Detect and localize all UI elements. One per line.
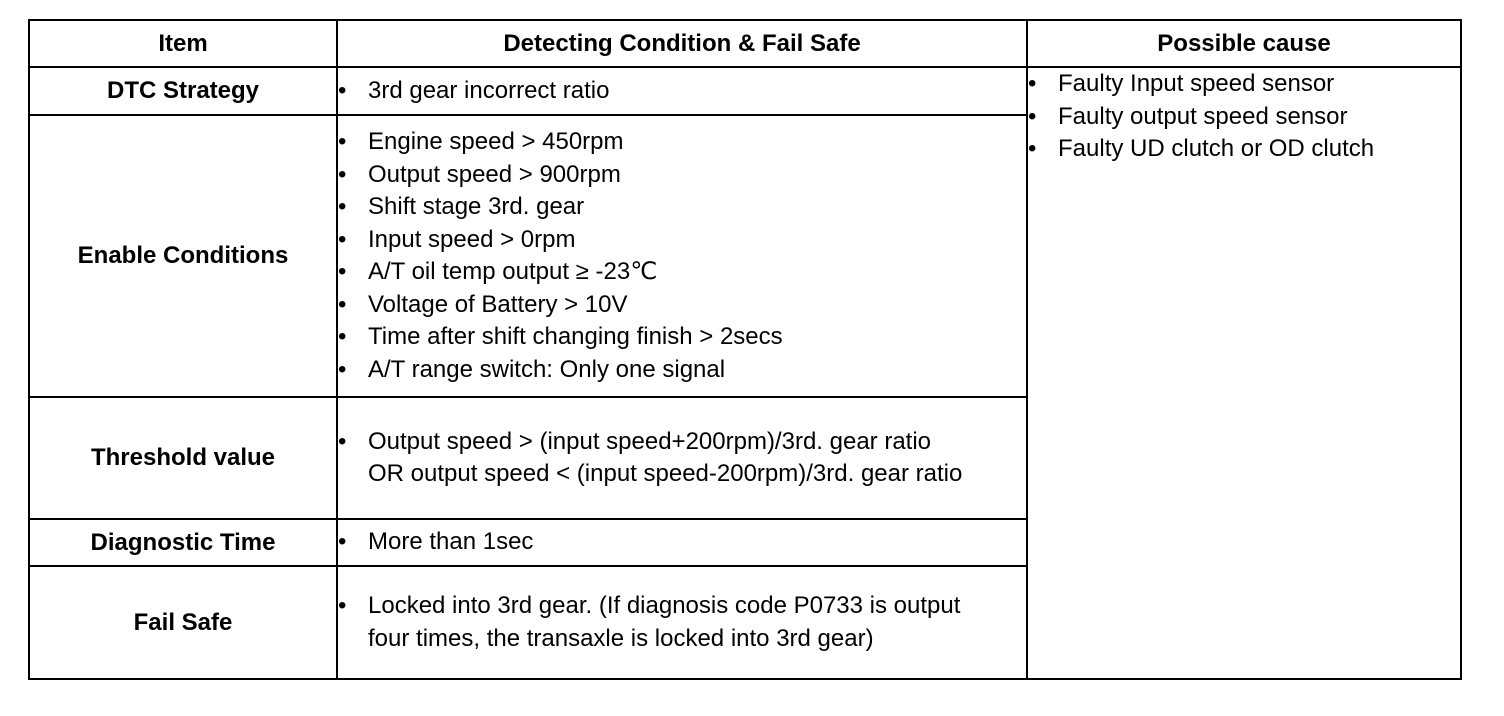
cause-item: • Faulty output speed sensor: [1028, 101, 1460, 134]
diagnostic-time-conditions: [337, 519, 1027, 566]
list-item: • Engine speed > 450rpm: [338, 126, 1026, 159]
threshold-conditions: [337, 397, 1027, 519]
strategy-conditions: [337, 67, 1027, 115]
list-item: • A/T oil temp output ≥ -23℃: [338, 256, 1026, 289]
header-item: Item: [29, 20, 337, 67]
list-item: • Locked into 3rd gear. (If diagnosis code P0733 is output four times, the transaxle is locked into 3rd gear): [338, 590, 966, 655]
list-item: • Shift stage 3rd. gear: [338, 191, 1026, 224]
cause-item: • Faulty Input speed sensor: [1028, 68, 1460, 101]
fail-safe-conditions: [337, 566, 1027, 679]
header-row: [29, 20, 1461, 67]
header-detecting-condition: Detecting Condition & Fail Safe: [337, 20, 1027, 67]
enable-conditions-list: [337, 115, 1027, 397]
row-label-threshold-value: Threshold value: [29, 397, 337, 519]
list-item: • Output speed > 900rpm: [338, 159, 1026, 192]
row-label-dtc-strategy: DTC Strategy: [29, 67, 337, 115]
list-item: • Input speed > 0rpm: [338, 224, 1026, 257]
list-item: • A/T range switch: Only one signal: [338, 354, 1026, 387]
table-row-dtc-strategy: [29, 67, 1461, 115]
list-item: • More than 1sec: [338, 526, 1026, 559]
list-item: • 3rd gear incorrect ratio: [338, 75, 1026, 108]
list-item: • Output speed > (input speed+200rpm)/3rd. gear ratio OR output speed < (input speed-200rpm)/3rd. gear ratio: [338, 426, 966, 491]
header-possible-cause: Possible cause: [1027, 20, 1461, 67]
list-item: • Time after shift changing finish > 2secs: [338, 321, 1026, 354]
row-label-fail-safe: Fail Safe: [29, 566, 337, 679]
list-item: • Voltage of Battery > 10V: [338, 289, 1026, 322]
possible-cause-cell: [1027, 67, 1461, 679]
row-label-diagnostic-time: Diagnostic Time: [29, 519, 337, 566]
row-label-enable-conditions: Enable Conditions: [29, 115, 337, 397]
dtc-spec-table: [28, 19, 1462, 680]
cause-item: • Faulty UD clutch or OD clutch: [1028, 133, 1460, 166]
